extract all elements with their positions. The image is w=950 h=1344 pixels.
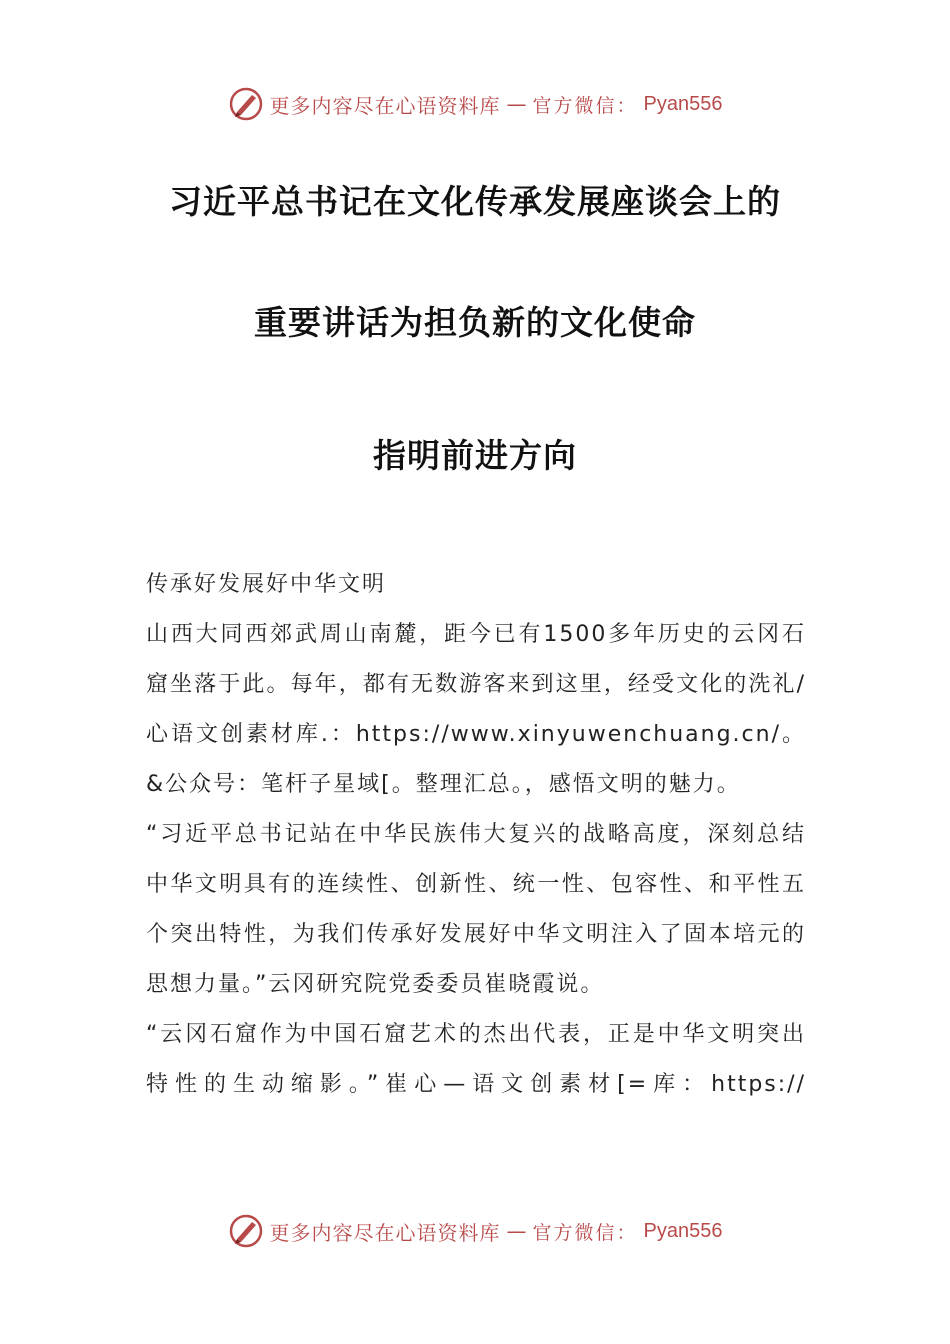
document-title-line-1: 习近平总书记在文化传承发展座谈会上的 [169,182,781,221]
header-banner-dash: — [506,92,527,116]
footer-banner-text: 更多内容尽在心语资料库 [269,1220,501,1245]
footer-banner-dash: — [506,1219,527,1243]
body-paragraph: 山西大同西郊武周山南麓，距今已有1500多年历史的云冈石窟坐落于此。每年，都有无数游客来到这里，经受文化的洗礼/心语文创素材库.：https://www.xinyuwenchuang.cn/。&公众号：笔杆子星域[。整理汇总。，感悟文明的魅力。 [146,622,806,797]
pen-logo-icon [228,1213,264,1249]
document-title-line-3: 指明前进方向 [373,436,577,475]
header-wechat-id: Pyan556 [643,92,723,115]
footer-banner-suffix: 官方微信： [532,1221,638,1244]
header-banner-text: 更多内容尽在心语资料库 [269,93,501,118]
body-paragraph: 传承好发展好中华文明 [146,572,387,597]
footer-watermark-banner [0,1209,950,1253]
body-paragraph: “云冈石窟作为中国石窟艺术的杰出代表，正是中华文明突出特性的生动缩影。”崔心—语文创素材[=库：https:// [146,1022,806,1097]
footer-wechat-id: Pyan556 [643,1219,723,1242]
header-watermark-banner [0,82,950,126]
pen-logo-icon [228,86,264,122]
document-body [146,560,806,1110]
document-title-line-2: 重要讲话为担负新的文化使命 [254,303,696,342]
header-banner-suffix: 官方微信： [532,94,638,117]
body-paragraph: “习近平总书记站在中华民族伟大复兴的战略高度，深刻总结中华文明具有的连续性、创新性、统一性、包容性、和平性五个突出特性，为我们传承好发展好中华文明注入了固本培元的思想力量。”云冈研究院党委委员崔晓霞说。 [146,822,806,997]
